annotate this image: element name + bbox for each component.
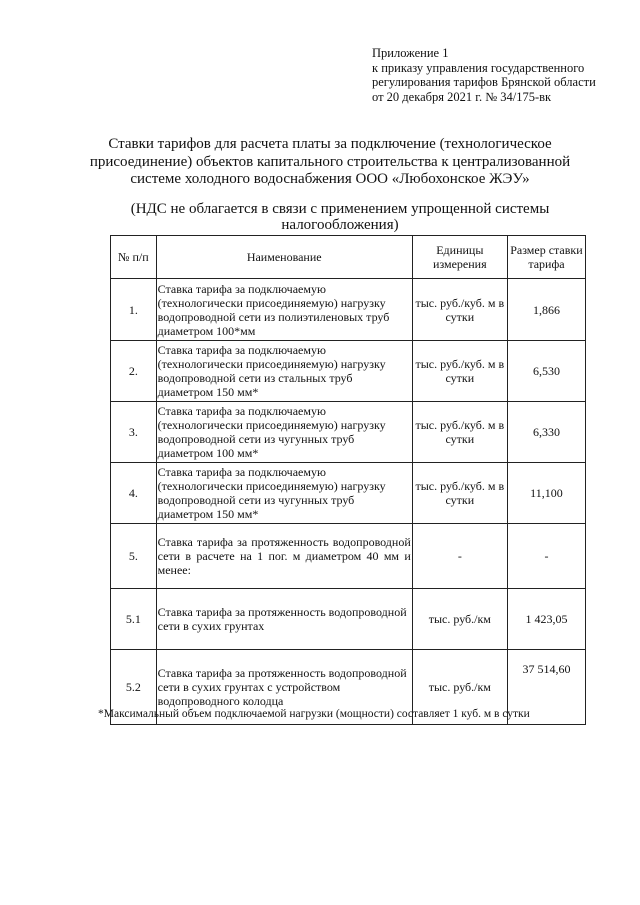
row-rate: - [507,524,585,589]
row-rate: 6,330 [507,402,585,463]
row-unit: тыс. руб./куб. м в сутки [412,463,507,524]
row-unit: тыс. руб./куб. м в сутки [412,341,507,402]
row-name: Ставка тарифа за подключаемую (технологически присоединяемую) нагрузку водопроводной сети из чугунных труб диаметром 100 мм* [156,402,412,463]
row-unit: - [412,524,507,589]
vat-line: налогообложения) [281,217,399,233]
row-unit: тыс. руб./км [412,589,507,650]
appendix-header [372,46,596,104]
title-line: системе холодного водоснабжения ООО «Любохонское ЖЭУ» [130,171,530,187]
row-num: 3. [111,402,157,463]
row-name: Ставка тарифа за протяженность водопроводной сети в расчете на 1 пог. м диаметром 40 мм и менее: [156,524,412,589]
row-unit: тыс. руб./куб. м в сутки [412,402,507,463]
row-num: 5.1 [111,589,157,650]
row-unit: тыс. руб./куб. м в сутки [412,279,507,341]
tariff-table [110,235,586,725]
appendix-line: к приказу управления государственного [372,60,585,75]
document-title [70,136,590,189]
title-line: присоединение) объектов капитального строительства к централизованной [89,153,571,170]
row-name: Ставка тарифа за протяженность водопроводной сети в сухих грунтах [156,589,412,650]
table-row [111,463,586,524]
table-row [111,402,586,463]
row-num: 1. [111,279,157,341]
row-name: Ставка тарифа за подключаемую (технологически присоединяемую) нагрузку водопроводной сети из полиэтиленовых труб диаметром 100*мм [156,279,412,341]
title-line: Ставки тарифов для расчета платы за подключение (технологическое [108,136,552,152]
table-row [111,589,586,650]
row-rate: 11,100 [507,463,585,524]
row-unit: тыс. руб./км [412,650,507,725]
row-rate: 1,866 [507,279,585,341]
row-rate: 6,530 [507,341,585,402]
appendix-line: Приложение 1 [372,46,449,60]
row-num: 5.2 [111,650,157,725]
row-num: 2. [111,341,157,402]
table-row [111,341,586,402]
appendix-line: регулирования тарифов Брянской области [372,75,596,89]
footnote: *Максимальный объем подключаемой нагрузки (мощности) составляет 1 куб. м в сутки [98,708,530,720]
row-num: 5. [111,524,157,589]
header-num: № п/п [111,236,157,279]
header-rate: Размер ставки тарифа [507,236,585,279]
vat-note [100,201,580,233]
row-name: Ставка тарифа за подключаемую (технологически присоединяемую) нагрузку водопроводной сети из стальных труб диаметром 150 мм* [156,341,412,402]
row-name: Ставка тарифа за протяженность водопроводной сети в сухих грунтах с устройством водопроводного колодца [156,650,412,725]
header-name: Наименование [156,236,412,279]
table-row [111,524,586,589]
appendix-line: от 20 декабря 2021 г. № 34/175-вк [372,89,552,104]
table-header-row [111,236,586,279]
header-unit: Единицы измерения [412,236,507,279]
table-row [111,279,586,341]
row-rate: 1 423,05 [507,589,585,650]
row-name: Ставка тарифа за подключаемую (технологически присоединяемую) нагрузку водопроводной сети из чугунных труб диаметром 150 мм* [156,463,412,524]
vat-line: (НДС не облагается в связи с применением упрощенной системы [130,201,550,217]
row-rate: 37 514,60 [507,650,585,725]
row-num: 4. [111,463,157,524]
